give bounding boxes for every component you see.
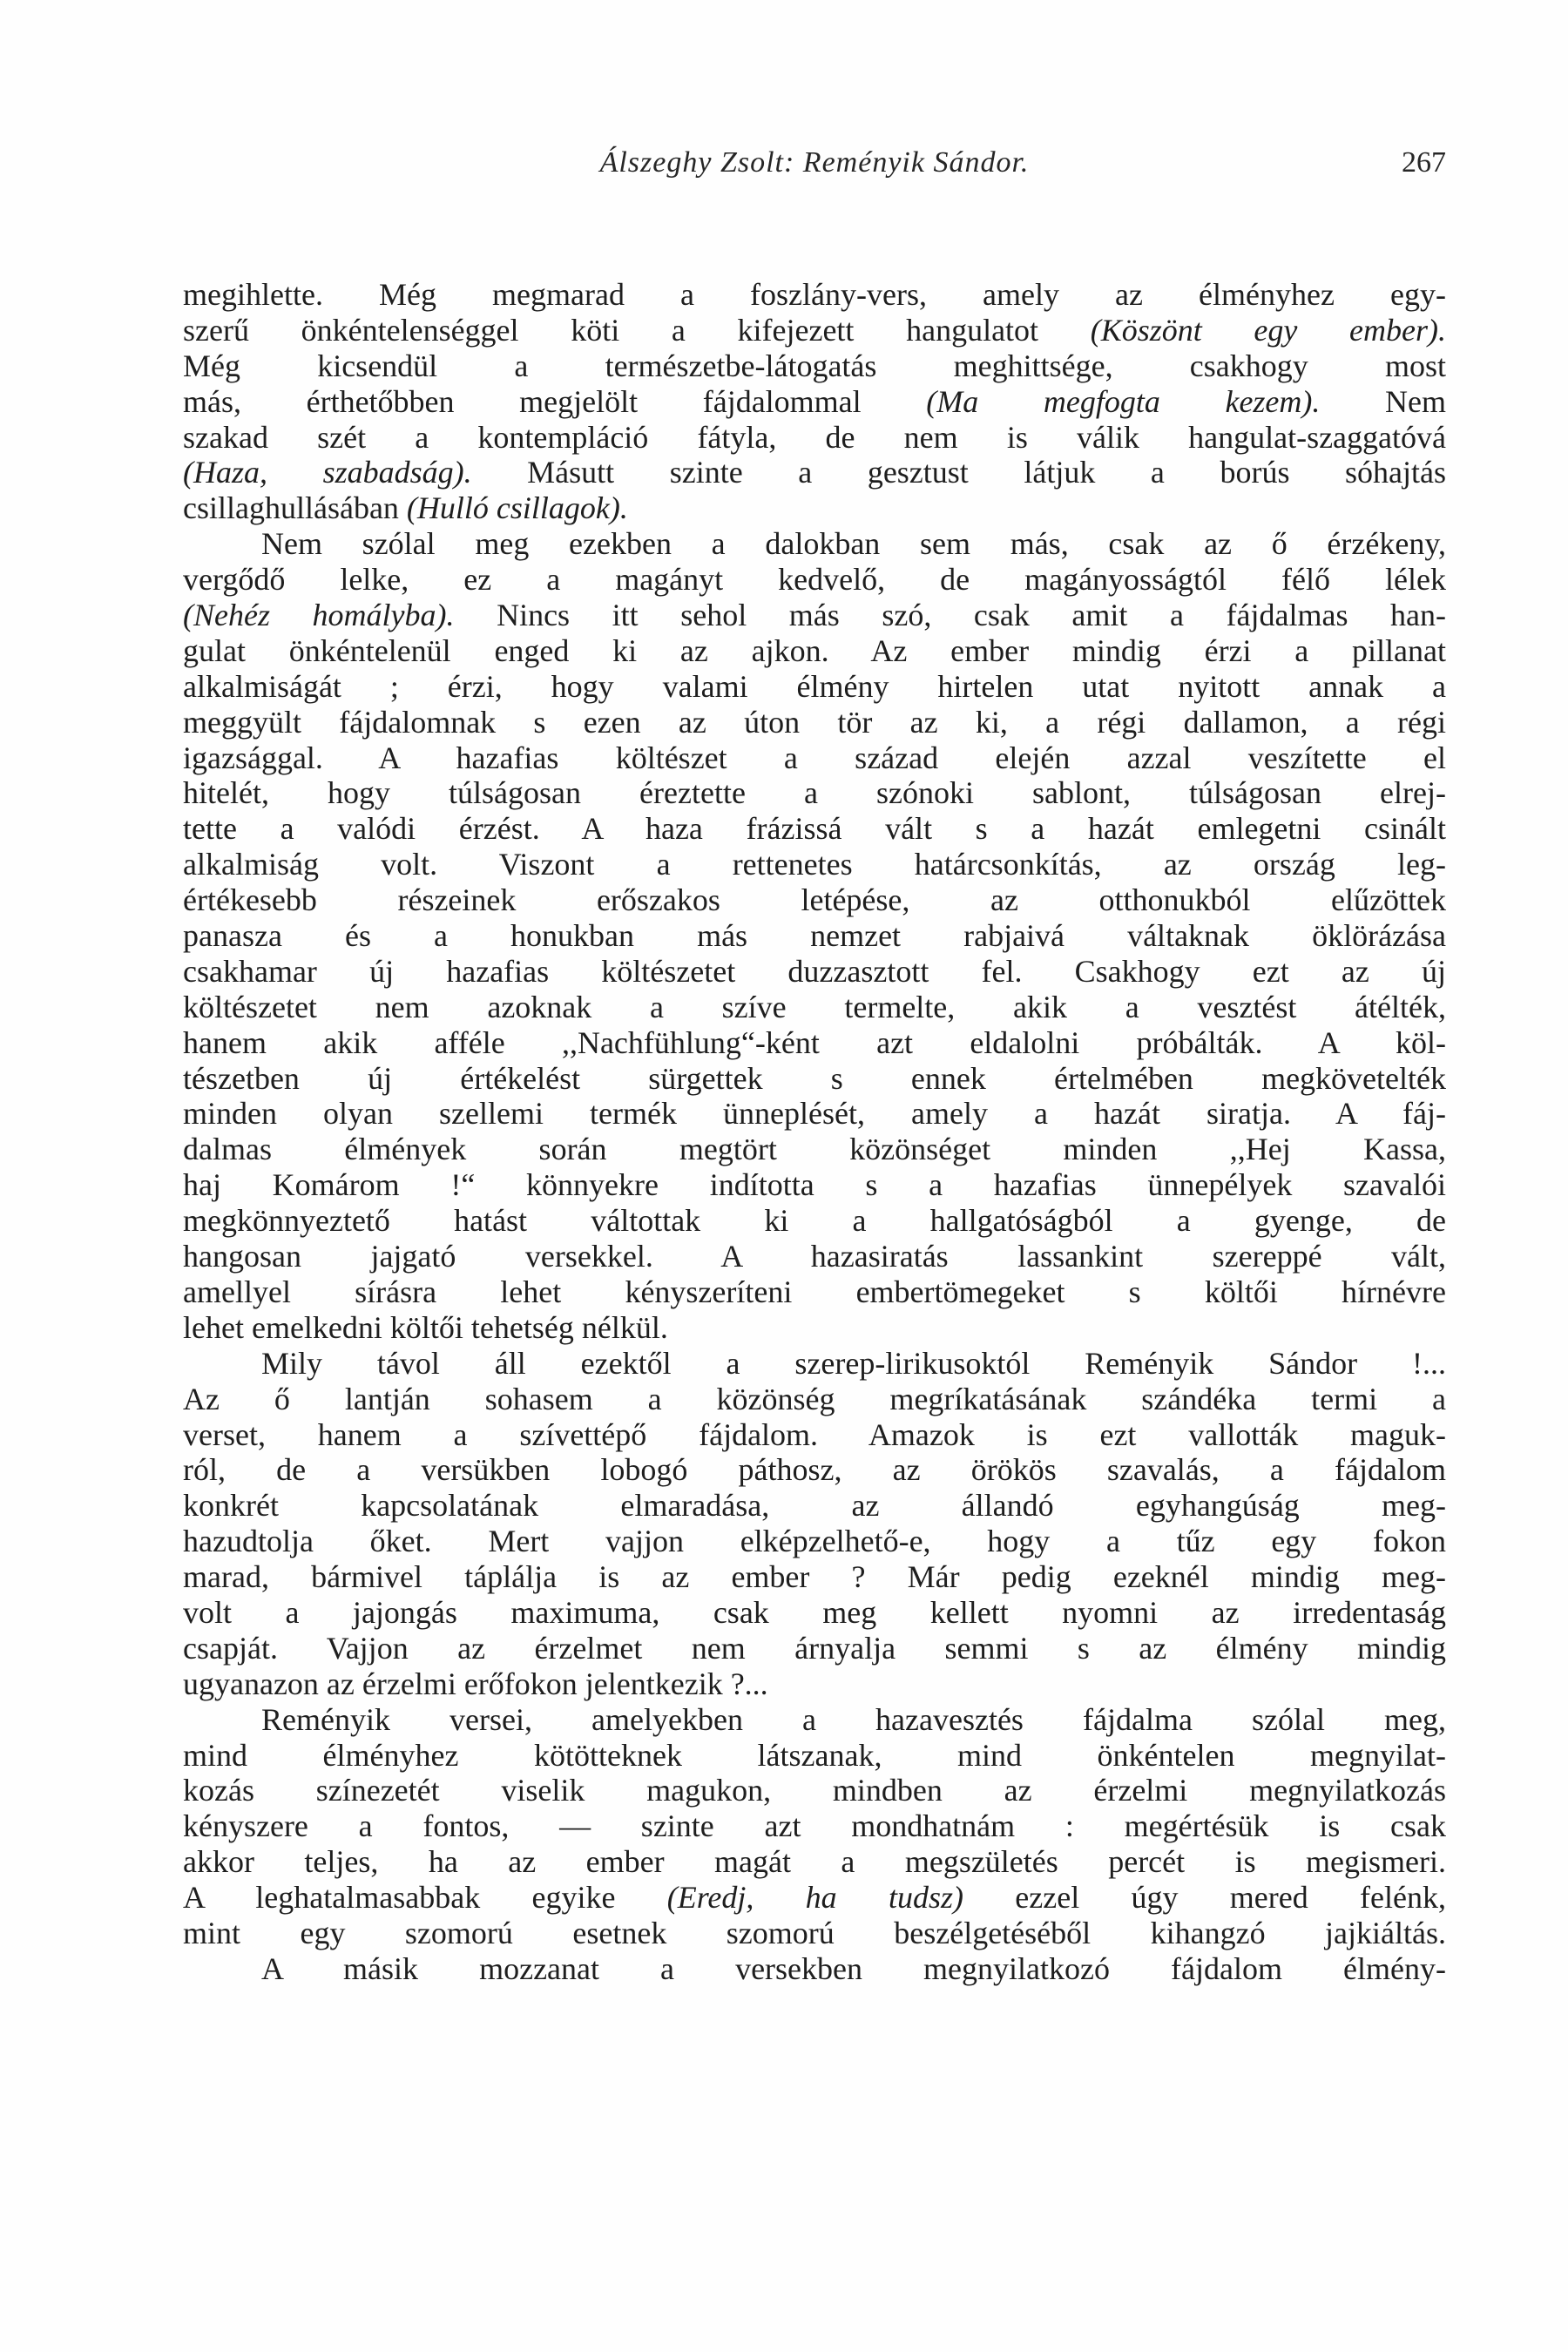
text-segment: A másik mozzanat a versekben megnyilatkozó fájdalom élmény- <box>261 1950 1446 1986</box>
text-line <box>183 1844 1446 1880</box>
text-line <box>183 1025 1446 1061</box>
text-segment: amellyel sírásra lehet kényszeríteni embertömegeket s költői hírnévre <box>183 1274 1446 1309</box>
italic-title: (Nehéz homályba). <box>183 598 455 633</box>
text-segment: csapját. Vajjon az érzelmet nem árnyalja semmi s az élmény mindig <box>183 1630 1446 1666</box>
italic-title: (Hulló csillagok). <box>406 490 628 526</box>
page-number: 267 <box>1402 146 1446 179</box>
text-segment: hazudtolja őket. Mert vajjon elképzelhető-e, hogy a tűz egy fokon <box>183 1524 1446 1559</box>
body-text <box>183 277 1446 1987</box>
text-segment: megkönnyeztető hatást váltottak ki a hallgatóságból a gyenge, de <box>183 1203 1446 1239</box>
text-segment: verset, hanem a szívettépő fájdalom. Amazok is ezt vallották maguk- <box>183 1416 1446 1452</box>
text-line <box>183 1916 1446 1951</box>
text-segment: minden olyan szellemi termék ünneplését, amely a hazát siratja. A fáj- <box>183 1096 1446 1132</box>
running-head-title: Álszeghy Zsolt: Reményik Sándor. <box>599 146 1030 179</box>
text-segment: szakad szét a kontempláció fátyla, de nem is válik hangulat-szaggatóvá <box>183 419 1446 455</box>
text-line <box>183 420 1446 456</box>
text-segment: mind élményhez kötötteknek látszanak, mind önkéntelen megnyilat- <box>183 1737 1446 1773</box>
text-segment: tészetben új értékelést sürgettek s ennek értelmében megkövetelték <box>183 1060 1446 1096</box>
text-segment: más, érthetőbben megjelölt fájdalommal <box>183 383 927 419</box>
text-line <box>183 882 1446 918</box>
text-line <box>183 384 1446 420</box>
text-line <box>183 455 1446 490</box>
text-line <box>183 1382 1446 1417</box>
text-segment: hangosan jajgató versekkel. A hazasiratás lassankint szereppé vált, <box>183 1239 1446 1274</box>
text-line <box>183 1452 1446 1488</box>
text-segment: Nem <box>1320 383 1446 419</box>
text-segment: meggyült fájdalomnak s ezen az úton tör az ki, a régi dallamon, a régi <box>183 704 1446 740</box>
text-segment: szerű önkéntelenséggel köti a kifejezett hangulatot <box>183 312 1091 348</box>
text-segment: tette a valódi érzést. A haza frázissá vált s a hazát emlegetni csinált <box>183 811 1446 847</box>
text-segment: ezzel úgy mered felénk, <box>963 1880 1446 1916</box>
italic-title: (Haza, szabadság). <box>183 455 472 490</box>
text-line <box>183 313 1446 348</box>
text-line <box>183 705 1446 740</box>
text-line <box>183 1488 1446 1524</box>
text-segment: ról, de a versükben lobogó páthosz, az örökös szavalás, a fájdalom <box>183 1452 1446 1488</box>
text-line <box>183 740 1446 776</box>
text-line <box>183 1595 1446 1631</box>
text-segment: értékesebb részeinek erőszakos letépése, az otthonukból elűzöttek <box>183 882 1446 918</box>
text-segment: csakhamar új hazafias költészetet duzzasztott fel. Csakhogy ezt az új <box>183 953 1446 989</box>
text-segment: Mily távol áll ezektől a szerep-lirikusoktól Reményik Sándor !... <box>261 1345 1446 1381</box>
text-line <box>183 918 1446 954</box>
text-segment: haj Komárom !“ könnyekre indította s a hazafias ünnepélyek szavalói <box>183 1167 1446 1203</box>
text-segment: mint egy szomorú esetnek szomorú beszélgetéséből kihangzó jajkiáltás. <box>183 1915 1446 1950</box>
text-line <box>183 1559 1446 1595</box>
text-line <box>183 598 1446 633</box>
text-line <box>183 1274 1446 1310</box>
text-segment: hanem akik afféle ,,Nachfühlung“-ként azt eldalolni próbálták. A köl- <box>183 1024 1446 1060</box>
text-segment: kényszere a fontos, — szinte azt mondhatnám : megértésük is csak <box>183 1808 1446 1844</box>
text-segment: kozás színezetét viselik magukon, mindben az érzelmi megnyilatkozás <box>183 1773 1446 1808</box>
text-segment: Nem szólal meg ezekben a dalokban sem más, csak az ő érzékeny, <box>261 526 1446 562</box>
italic-title: (Köszönt egy ember). <box>1090 312 1446 348</box>
text-line <box>183 1524 1446 1559</box>
text-segment: marad, bármivel táplálja is az ember ? Már pedig ezeknél mindig meg- <box>183 1559 1446 1595</box>
text-line <box>183 669 1446 705</box>
text-segment: A leghatalmasabbak egyike <box>183 1880 667 1916</box>
text-line <box>183 1880 1446 1916</box>
text-line <box>183 1167 1446 1203</box>
text-segment: alkalmiságát ; érzi, hogy valami élmény hirtelen utat nyitott annak a <box>183 668 1446 704</box>
text-segment: megihlette. Még megmarad a foszlány-vers, amely az élményhez egy- <box>183 277 1446 312</box>
text-segment: Másutt szinte a gesztust látjuk a borús sóhajtás <box>471 455 1446 490</box>
text-segment: lehet emelkedni költői tehetség nélkül. <box>183 1309 668 1345</box>
text-line <box>183 1666 1446 1702</box>
text-segment: Az ő lantján sohasem a közönség megríkatásának szándéka termi a <box>183 1381 1446 1416</box>
text-line <box>183 1346 1446 1382</box>
text-segment: hitelét, hogy túlságosan éreztette a szónoki sablont, túlságosan elrej- <box>183 775 1446 811</box>
text-line <box>183 1773 1446 1808</box>
running-head <box>183 146 1446 190</box>
text-segment: igazsággal. A hazafias költészet a század elején azzal veszítette el <box>183 740 1446 775</box>
italic-title: (Eredj, ha tudsz) <box>666 1880 963 1916</box>
text-line <box>183 990 1446 1025</box>
text-line <box>183 277 1446 313</box>
text-line <box>183 1631 1446 1666</box>
text-line <box>183 1203 1446 1239</box>
text-line <box>183 1808 1446 1844</box>
text-segment: Még kicsendül a természetbe-látogatás meghittsége, csakhogy most <box>183 348 1446 383</box>
text-line <box>183 633 1446 669</box>
text-line <box>183 1417 1446 1453</box>
text-segment: Reményik versei, amelyekben a hazavesztés fájdalma szólal meg, <box>261 1701 1446 1737</box>
text-line <box>183 1310 1446 1346</box>
text-segment: Nincs itt sehol más szó, csak amit a fájdalmas han- <box>454 598 1446 633</box>
text-line <box>183 562 1446 598</box>
text-line <box>183 811 1446 847</box>
text-segment: volt a jajongás maximuma, csak meg kellett nyomni az irredentaság <box>183 1594 1446 1630</box>
text-segment: dalmas élmények során megtört közönséget minden ,,Hej Kassa, <box>183 1132 1446 1167</box>
text-line <box>183 1738 1446 1774</box>
text-segment: akkor teljes, ha az ember magát a megszületés percét is megismeri. <box>183 1844 1446 1880</box>
text-line <box>183 1096 1446 1132</box>
text-segment: ugyanazon az érzelmi erőfokon jelentkezik ?... <box>183 1666 768 1701</box>
text-line <box>183 1132 1446 1167</box>
text-segment: gulat önkéntelenül enged ki az ajkon. Az ember mindig érzi a pillanat <box>183 632 1446 668</box>
text-line <box>183 490 1446 526</box>
text-segment: csillaghullásában <box>183 490 407 526</box>
text-line <box>183 1702 1446 1738</box>
text-line <box>183 954 1446 990</box>
text-line <box>183 526 1446 562</box>
text-line <box>183 1061 1446 1097</box>
text-segment: alkalmiság volt. Viszont a rettenetes határcsonkítás, az ország leg- <box>183 847 1446 882</box>
text-segment: vergődő lelke, ez a magányt kedvelő, de magányosságtól félő lélek <box>183 562 1446 598</box>
text-line <box>183 775 1446 811</box>
text-line <box>183 847 1446 882</box>
text-line <box>183 1951 1446 1987</box>
text-line <box>183 348 1446 384</box>
text-segment: költészetet nem azoknak a szíve termelte, akik a vesztést átélték, <box>183 989 1446 1024</box>
text-segment: panasza és a honukban más nemzet rabjaivá váltaknak öklörázása <box>183 918 1446 954</box>
text-segment: konkrét kapcsolatának elmaradása, az állandó egyhangúság meg- <box>183 1488 1446 1524</box>
italic-title: (Ma megfogta kezem). <box>926 383 1321 419</box>
text-line <box>183 1239 1446 1274</box>
